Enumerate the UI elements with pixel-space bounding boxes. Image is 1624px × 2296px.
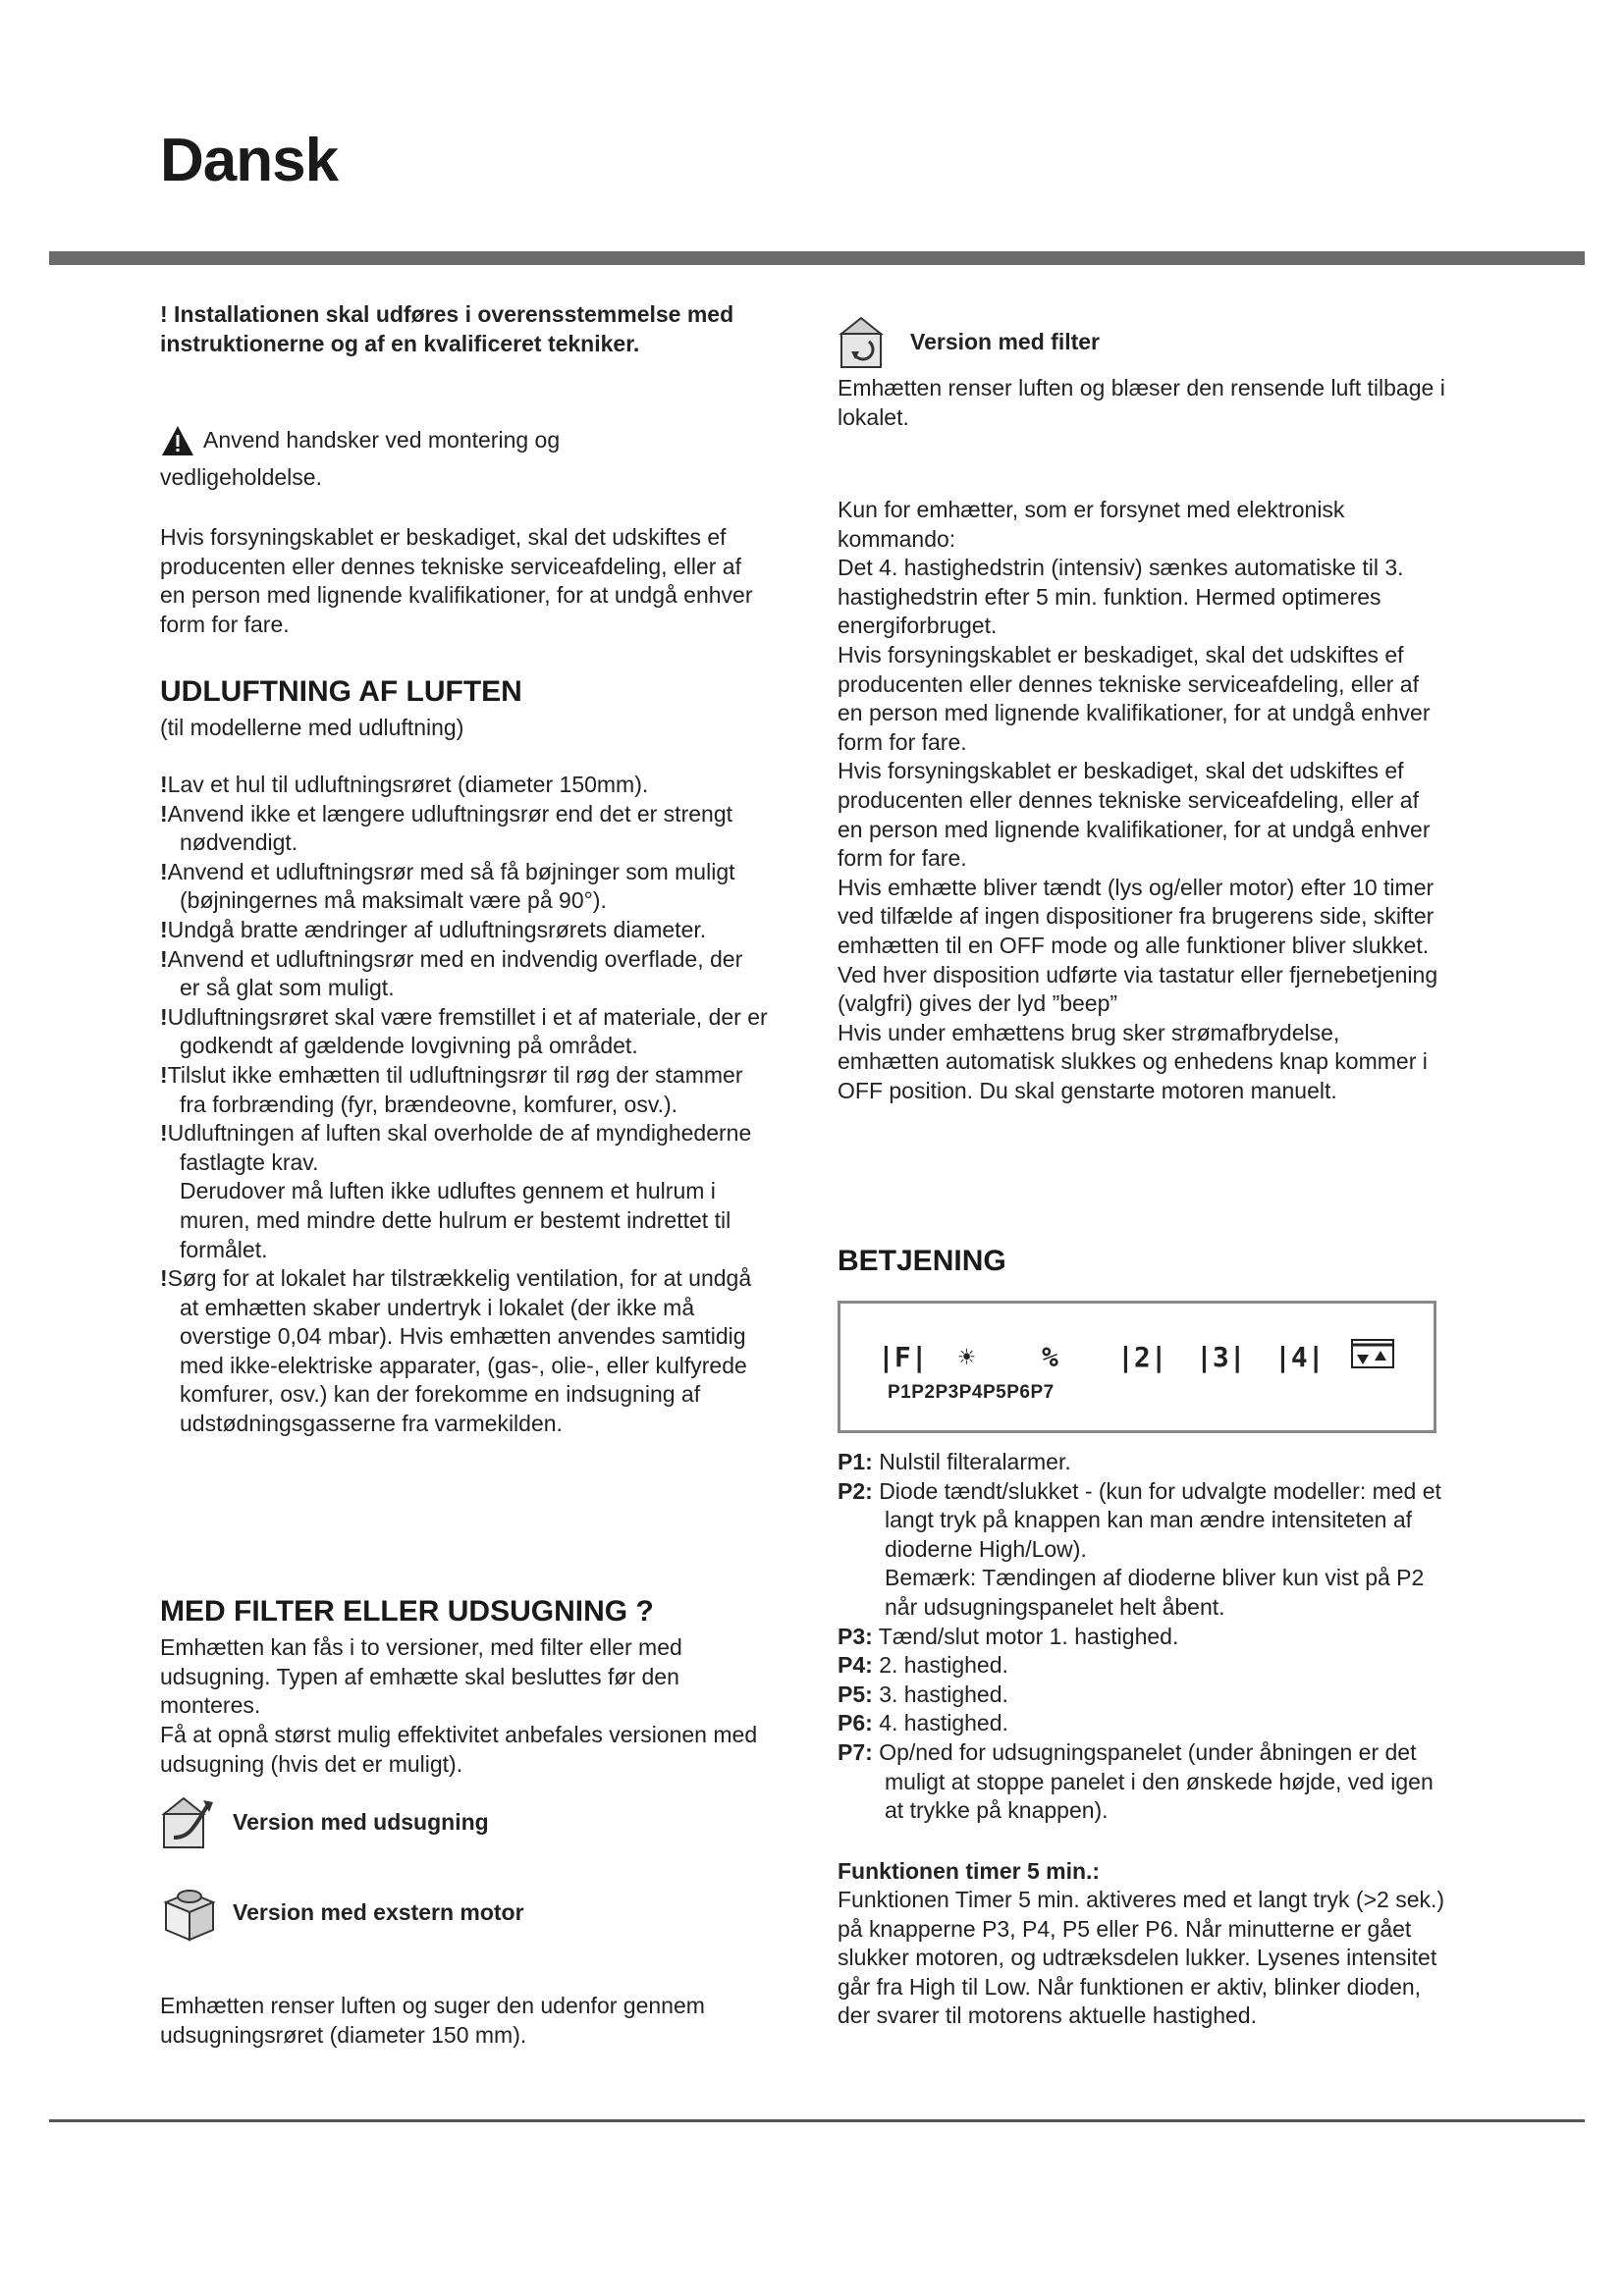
version-filter-label: Version med filter: [910, 328, 1101, 354]
list-item: !Udluftningen af luften skal overholde de af myndighederne fastlagte krav.: [160, 1120, 752, 1175]
panel-up-down-icon[interactable]: [1351, 1339, 1394, 1373]
panel-percent-button[interactable]: %: [1042, 1341, 1058, 1373]
external-motor-icon: [160, 1883, 219, 1942]
list-item: !Udluftningsrøret skal være fremstillet i et af materiale, der er godkendt af gældende lovgivning på området.: [160, 1003, 768, 1059]
speed-2-button[interactable]: |2|: [1117, 1341, 1167, 1373]
list-item: P1: Nulstil filteralarmer.: [838, 1449, 1071, 1474]
gloves-text-line1: Anvend handsker ved montering og: [203, 427, 561, 454]
filter-heading: MED FILTER ELLER UDSUGNING ?: [160, 1595, 654, 1628]
version-motor-row: [160, 1883, 769, 1942]
list-item: !Anvend et udluftningsrør med en indvendig overflade, der er så glat som muligt.: [160, 945, 743, 1001]
bottom-divider: [49, 2119, 1585, 2122]
page-language-title: Dansk: [160, 127, 339, 194]
speed-4-button[interactable]: |4|: [1274, 1341, 1325, 1373]
list-item: P3: Tænd/slut motor 1. hastighed.: [838, 1623, 1179, 1649]
filter-paragraph-2: Få at opnå størst mulig effektivitet anbefales versionen med udsugning (hvis det er muligt).: [160, 1722, 758, 1777]
vent-subtitle: (til modellerne med udluftning): [160, 715, 464, 740]
gloves-note: [160, 424, 769, 493]
duct-exhaust-icon: [160, 1792, 219, 1851]
timer-heading: Funktionen timer 5 min.:: [838, 1858, 1101, 1884]
list-item: P7: Op/ned for udsugningspanelet (under åbningen er det muligt at stoppe panelet i den ønskede højde, ved igen at trykke på knappen).: [838, 1738, 1434, 1824]
filter-paragraph-1: Emhætten kan fås i to versioner, med filter eller med udsugning. Typen af emhætte skal besluttes før den monteres.: [160, 1634, 682, 1719]
panel-position-labels: P1P2P3P4P5P6P7: [888, 1382, 1055, 1403]
vent-extra-note: Derudover må luften ikke udluftes gennem et hulrum i muren, med mindre dette hulrum er bestemt indrettet til formålet.: [180, 1178, 731, 1262]
list-item: !Sørg for at lokalet har tilstrækkelig ventilation, for at undgå at emhætten skaber undertryk i lokalet (der ikke må overstige 0,04 mbar). Hvis emhætten anvendes samtidig med ikke-elektriske apparater, (gas-, olie-, eller kulfyrede komfurer, osv.) kan der forekomme en indsugning af udstødningsgasserne fra varmekilden.: [160, 1265, 752, 1437]
version-udsugning-row: [160, 1792, 769, 1851]
light-icon[interactable]: ☀: [958, 1341, 975, 1373]
control-heading: BETJENING: [838, 1245, 1006, 1277]
version-udsugning-label: Version med udsugning: [233, 1808, 489, 1835]
list-item: P6: 4. hastighed.: [838, 1710, 1008, 1736]
p-item-list: [838, 1448, 1446, 1826]
recirculation-filter-icon: [838, 312, 896, 371]
gloves-text-line2: vedligeholdelse.: [160, 464, 322, 490]
installation-warning: ! Installationen skal udføres i overensstemmelse med instruktionerne og af en kvalificeret tekniker.: [160, 301, 734, 356]
filter-reset-button[interactable]: |F|: [878, 1341, 928, 1373]
vent-heading: UDLUFTNING AF LUFTEN: [160, 675, 522, 708]
list-item: !Anvend ikke et længere udluftningsrør end det er strengt nødvendigt.: [160, 800, 732, 856]
electronic-command-paragraph: Kun for emhætter, som er forsynet med elektronisk kommando: Det 4. hastighedstrin (intensiv) sænkes automatiske til 3. hastighedstrin efter 5 min. funktion. Hermed optimeres energiforbruget. Hvis forsyningskablet er beskadiget, skal det udskiftes ef producenten eller dennes tekniske serviceafdeling, eller af en person med lignende kvalifikationer, for at undgå enhver form for fare. Hvis forsyningskablet er beskadiget, skal det udskiftes ef producenten eller dennes tekniske serviceafdeling, eller af en person med lignende kvalifikationer, for at undgå enhver form for fare. Hvis emhætte bliver tændt (lys og/eller motor) efter 10 timer ved tilfælde af ingen dispositioner fra brugerens side, skifter emhætten til en OFF mode og alle funktioner bliver slukket. Ved hver disposition udførte via tastatur eller fjernebetjening (valgfri) gives der lyd ”beep” Hvis under emhættens brug sker strømafbrydelse, emhætten automatisk slukkes og enhedens knap kommer i OFF position. Du skal genstarte motoren manuelt.: [838, 497, 1438, 1103]
list-item: P4: 2. hastighed.: [838, 1652, 1008, 1679]
version-filter-row: [838, 312, 1446, 371]
timer-paragraph: Funktionen Timer 5 min. aktiveres med et langt tryk (>2 sek.) på knapperne P3, P4, P5 eller P6. Når minutterne er gået slukker motoren, og udtræksdelen lukker. Lysenes intensitet går fra High til Low. Når funktionen er aktiv, blinker dioden, der svarer til motorens aktuelle hastighed.: [838, 1887, 1445, 2029]
list-item: P2: Diode tændt/slukket - (kun for udvalgte modeller: med et langt tryk på knappen kan man ændre intensiteten af dioderne High/Low). Bemærk: Tændingen af dioderne bliver kun vist på P2 når udsugningspanelet helt åbent.: [838, 1477, 1441, 1620]
top-divider: [49, 251, 1585, 265]
warning-triangle-icon: [160, 424, 195, 457]
speed-3-button[interactable]: |3|: [1196, 1341, 1246, 1373]
list-item: !Lav et hul til udluftningsrøret (diameter 150mm).: [160, 772, 649, 797]
list-item: P5: 3. hastighed.: [838, 1681, 1008, 1707]
control-panel: [838, 1301, 1436, 1433]
vent-bullet-list: [160, 771, 769, 1439]
list-item: !Anvend et udluftningsrør med så få bøjninger som muligt (bøjningernes må maksimalt være på 90°).: [160, 858, 735, 914]
list-item: !Tilslut ikke emhætten til udluftningsrør til røg der stammer fra forbrænding (fyr, brændeovne, komfurer, osv.).: [160, 1061, 743, 1117]
list-item: !Undgå bratte ændringer af udluftningsrørets diameter.: [160, 916, 707, 942]
cable-paragraph: Hvis forsyningskablet er beskadiget, skal det udskiftes ef producenten eller dennes tekniske serviceafdeling, eller af en person med lignende kvalifikationer, for at undgå enhver form for fare.: [160, 524, 753, 637]
filter-description: Emhætten renser luften og blæser den rensende luft tilbage i lokalet.: [838, 375, 1445, 430]
exhaust-paragraph: Emhætten renser luften og suger den udenfor gennem udsugningsrøret (diameter 150 mm).: [160, 1993, 705, 2048]
version-motor-label: Version med exstern motor: [233, 1898, 524, 1925]
